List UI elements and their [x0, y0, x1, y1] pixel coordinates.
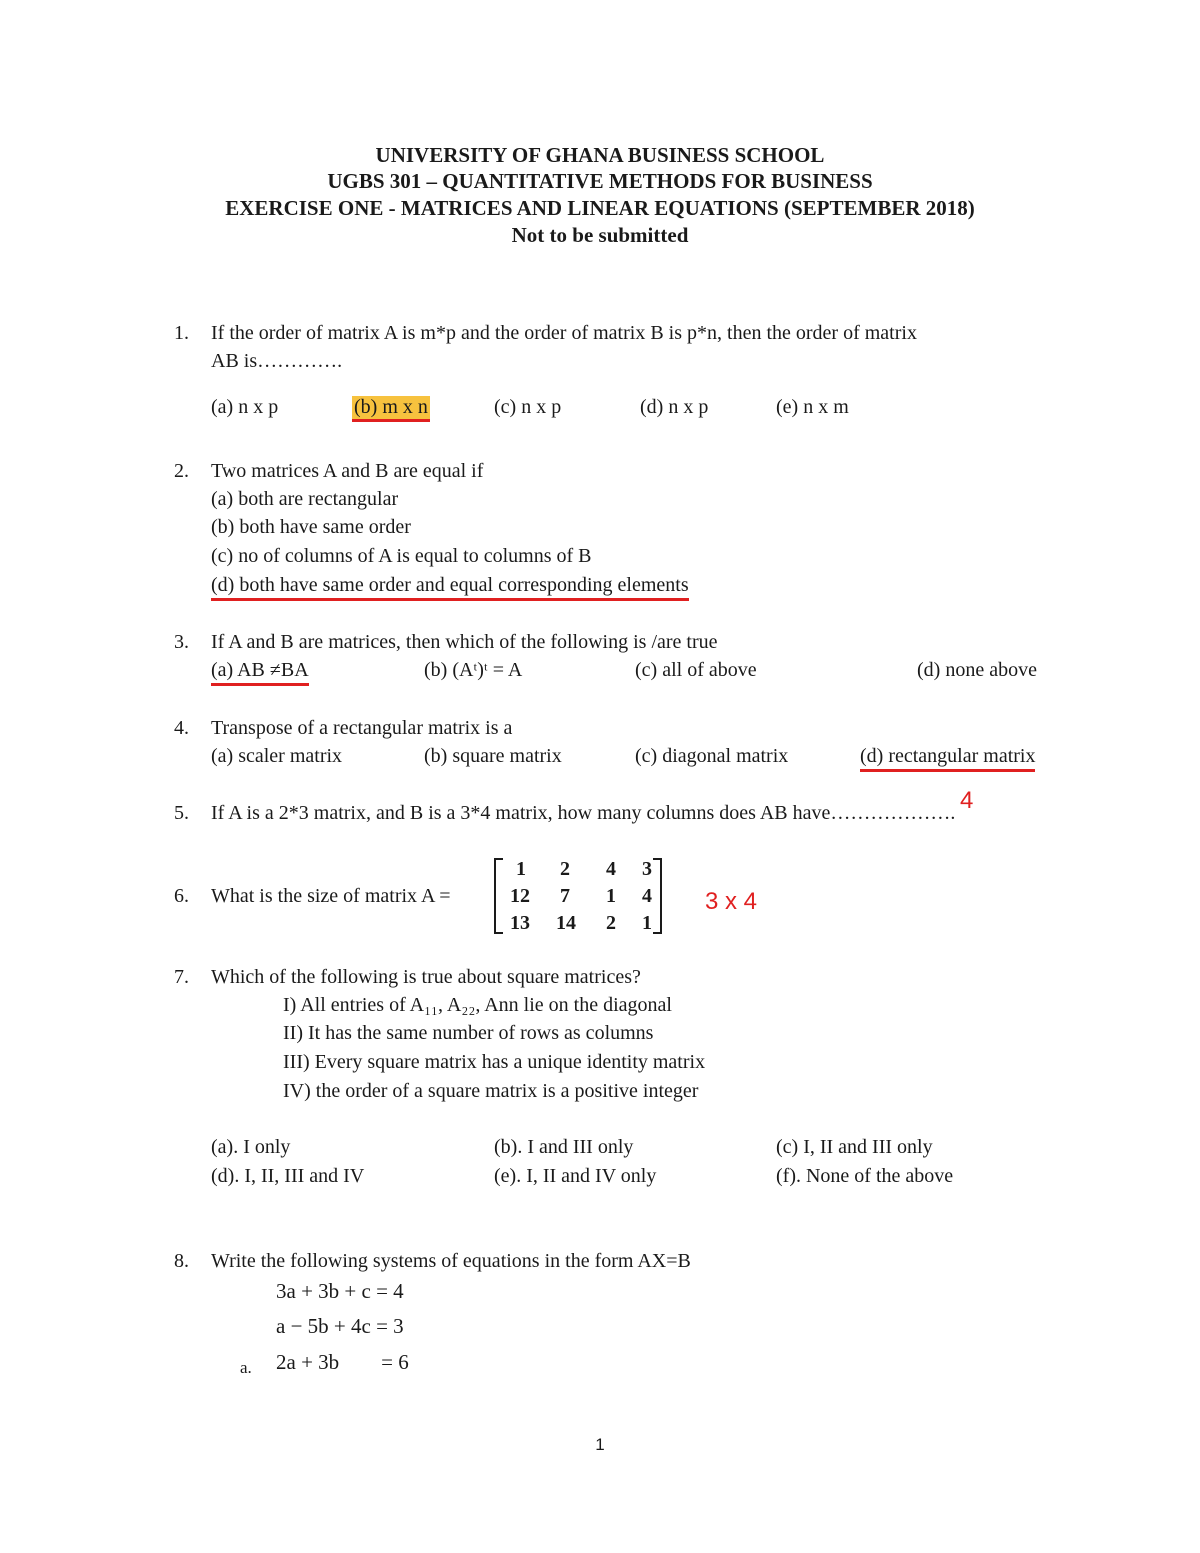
matrix-cell: 7 [560, 885, 570, 907]
q8-sub-label: a. [240, 1358, 252, 1377]
matrix-cell: 14 [556, 912, 576, 934]
q1-number: 1. [174, 322, 189, 344]
q1-text-line2: AB is…………. [211, 350, 343, 372]
q4-option-c: (c) diagonal matrix [635, 745, 789, 767]
header-course: UGBS 301 – QUANTITATIVE METHODS FOR BUSINESS [327, 169, 873, 193]
q2-option-b: (b) both have same order [211, 516, 411, 538]
q1-option-b-highlighted: (b) m x n [352, 396, 430, 422]
q7-option-c: (c) I, II and III only [776, 1136, 933, 1158]
q2-option-d-underlined: (d) both have same order and equal corresponding elements [211, 574, 689, 601]
matrix-cell: 4 [606, 858, 616, 880]
q1-option-d: (d) n x p [640, 396, 709, 418]
q7-statement-3: III) Every square matrix has a unique identity matrix [283, 1051, 706, 1073]
q7-number: 7. [174, 966, 189, 988]
q5-text: If A is a 2*3 matrix, and B is a 3*4 matrix, how many columns does AB have………………. [211, 802, 956, 824]
q4-number: 4. [174, 717, 189, 739]
q5-number: 5. [174, 802, 189, 824]
q4-option-d-underlined: (d) rectangular matrix [860, 745, 1035, 772]
q7-option-b: (b). I and III only [494, 1136, 634, 1158]
q6-text: What is the size of matrix A = [211, 885, 451, 907]
q7-option-f: (f). None of the above [776, 1165, 954, 1187]
q8-text: Write the following systems of equations in the form AX=B [211, 1250, 691, 1272]
q2-option-a: (a) both are rectangular [211, 488, 399, 510]
header-university: UNIVERSITY OF GHANA BUSINESS SCHOOL [375, 143, 825, 167]
matrix-cell: 2 [606, 912, 616, 934]
matrix-right-bracket [653, 858, 662, 934]
q7-statement-4: IV) the order of a square matrix is a positive integer [283, 1080, 699, 1102]
q7-option-a: (a). I only [211, 1136, 291, 1158]
page-number: 1 [595, 1435, 605, 1454]
q7-text: Which of the following is true about square matrices? [211, 966, 641, 988]
q4-option-a: (a) scaler matrix [211, 745, 343, 767]
header-note: Not to be submitted [511, 223, 689, 247]
matrix-cell: 12 [510, 885, 530, 907]
q2-option-c: (c) no of columns of A is equal to columns of B [211, 545, 592, 567]
matrix-cell: 1 [642, 912, 652, 934]
matrix-cell: 1 [606, 885, 616, 907]
matrix-cell: 2 [560, 858, 570, 880]
q1-text-line1: If the order of matrix A is m*p and the order of matrix B is p*n, then the order of matrix [211, 322, 917, 344]
q3-option-a-underlined: (a) AB ≠BA [211, 659, 309, 686]
q3-option-d: (d) none above [917, 659, 1037, 681]
q3-text: If A and B are matrices, then which of the following is /are true [211, 631, 718, 653]
q7-option-d: (d). I, II, III and IV [211, 1165, 365, 1187]
q2-text: Two matrices A and B are equal if [211, 460, 484, 482]
matrix-cell: 3 [642, 858, 652, 880]
q6-handwritten-answer: 3 x 4 [705, 888, 758, 915]
q8-equation-1: 3a + 3b + c = 4 [276, 1279, 404, 1303]
q4-option-b: (b) square matrix [424, 745, 562, 767]
q7-statement-1: I) All entries of A₁₁, A₂₂, Ann lie on the diagonal [283, 994, 672, 1016]
matrix-a [494, 858, 662, 932]
q3-option-c: (c) all of above [635, 659, 757, 681]
q2-number: 2. [174, 460, 189, 482]
q6-number: 6. [174, 885, 189, 907]
q1-option-a: (a) n x p [211, 396, 279, 418]
matrix-cell: 1 [516, 858, 526, 880]
q3-option-b: (b) (Aᵗ)ᵗ = A [424, 659, 523, 681]
matrix-cell: 13 [510, 912, 530, 934]
q8-equation-2: a − 5b + 4c = 3 [276, 1314, 404, 1338]
q8-equation-3: 2a + 3b = 6 [276, 1350, 409, 1374]
q1-option-e: (e) n x m [776, 396, 849, 418]
q4-text: Transpose of a rectangular matrix is a [211, 717, 513, 739]
matrix-cell: 4 [642, 885, 652, 907]
header-exercise: EXERCISE ONE - MATRICES AND LINEAR EQUATIONS (SEPTEMBER 2018) [225, 196, 975, 220]
q1-option-c: (c) n x p [494, 396, 562, 418]
q3-number: 3. [174, 631, 189, 653]
q7-statement-2: II) It has the same number of rows as columns [283, 1022, 654, 1044]
q7-option-e: (e). I, II and IV only [494, 1165, 657, 1187]
q8-number: 8. [174, 1250, 189, 1272]
q5-handwritten-answer: 4 [960, 787, 974, 814]
